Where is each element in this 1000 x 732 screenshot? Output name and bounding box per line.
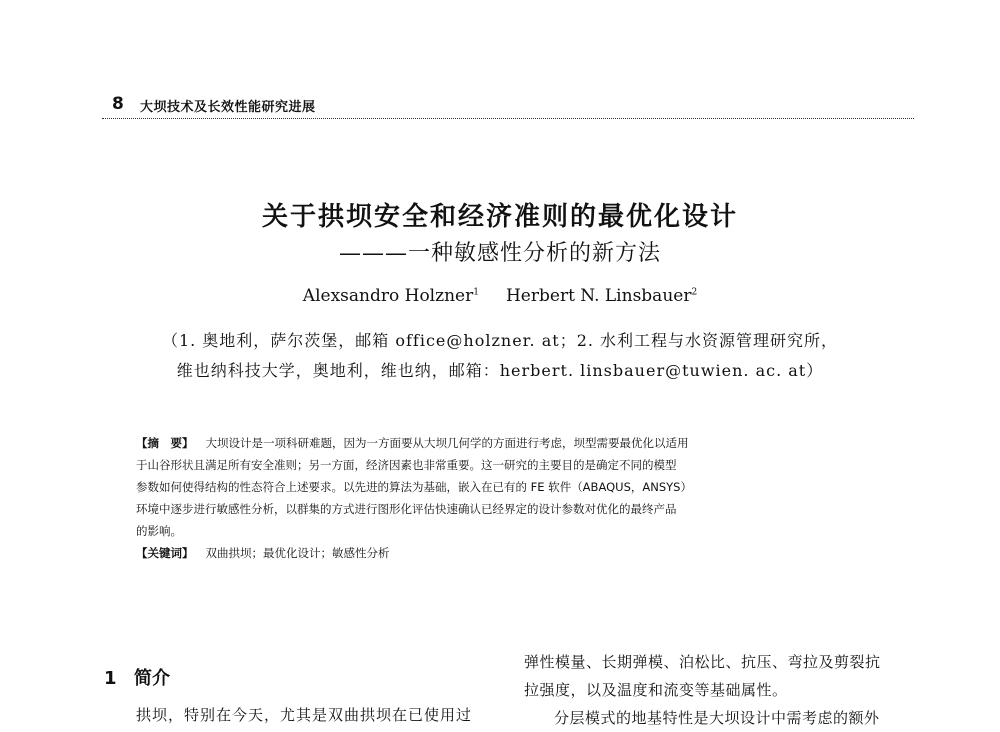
affiliation-marker: 2 bbox=[691, 287, 698, 298]
abstract-line: 环境中逐步进行敏感性分析，以群集的方式进行图形化评估快速确认已经界定的设计参数对优化的最终产品 bbox=[136, 502, 677, 516]
abstract-line: 的影响。 bbox=[136, 524, 182, 538]
abstract-block bbox=[136, 432, 876, 564]
abstract-label: 【摘 要】 bbox=[136, 436, 194, 450]
body-text-line: 分层模式的地基特性是大坝设计中需考虑的额外 bbox=[554, 709, 880, 727]
author-name: Herbert N. Linsbauer bbox=[505, 286, 692, 306]
running-title: 大坝技术及长效性能研究进展 bbox=[140, 100, 316, 115]
abstract-line: 参数如何使得结构的性态符合上述要求。以先进的算法为基础，嵌入在已有的 FE 软件（ABAQUS，ANSYS） bbox=[136, 480, 692, 494]
body-text-line: 弹性模量、长期弹模、泊松比、抗压、弯拉及剪裂抗 bbox=[524, 653, 881, 671]
abstract-line: 于山谷形状且满足所有安全准则；另一方面，经济因素也非常重要。这一研究的主要目的是确定不同的模型 bbox=[136, 458, 677, 472]
section-number: 1 bbox=[104, 668, 117, 689]
author-list bbox=[0, 286, 1000, 306]
section-title: 简介 bbox=[134, 668, 170, 689]
keywords-label: 【关键词】 bbox=[136, 546, 194, 560]
author-name: Alexsandro Holzner bbox=[302, 286, 474, 306]
paper-title: 关于拱坝安全和经济准则的最优化设计 bbox=[261, 202, 738, 232]
page-number: 8 bbox=[112, 94, 124, 114]
affiliation-line: 维也纳科技大学，奥地利，维也纳，邮箱：herbert. linsbauer@tuwien. ac. at） bbox=[176, 361, 824, 380]
abstract-line bbox=[136, 432, 876, 454]
section-heading bbox=[104, 664, 170, 690]
body-text-line: 拱坝，特别在今天，尤其是双曲拱坝在已使用过 bbox=[136, 706, 473, 724]
affiliation-line: （1. 奥地利，萨尔茨堡，邮箱 office@holzner. at；2. 水利工程与水资源管理研究所， bbox=[161, 331, 839, 350]
body-text-line: 拉强度，以及温度和流变等基础属性。 bbox=[524, 681, 788, 699]
body-left-column bbox=[136, 702, 516, 728]
keywords-text: 双曲拱坝；最优化设计；敏感性分析 bbox=[205, 546, 390, 560]
header-rule bbox=[102, 118, 914, 119]
paper-subtitle: ———一种敏感性分析的新方法 bbox=[338, 241, 661, 266]
keywords-line bbox=[136, 542, 876, 564]
abstract-text: 大坝设计是一项科研难题，因为一方面要从大坝几何学的方面进行考虑，坝型需要最优化以适用 bbox=[205, 436, 689, 450]
body-right-column bbox=[524, 648, 924, 732]
affiliation-marker: 1 bbox=[473, 287, 479, 298]
